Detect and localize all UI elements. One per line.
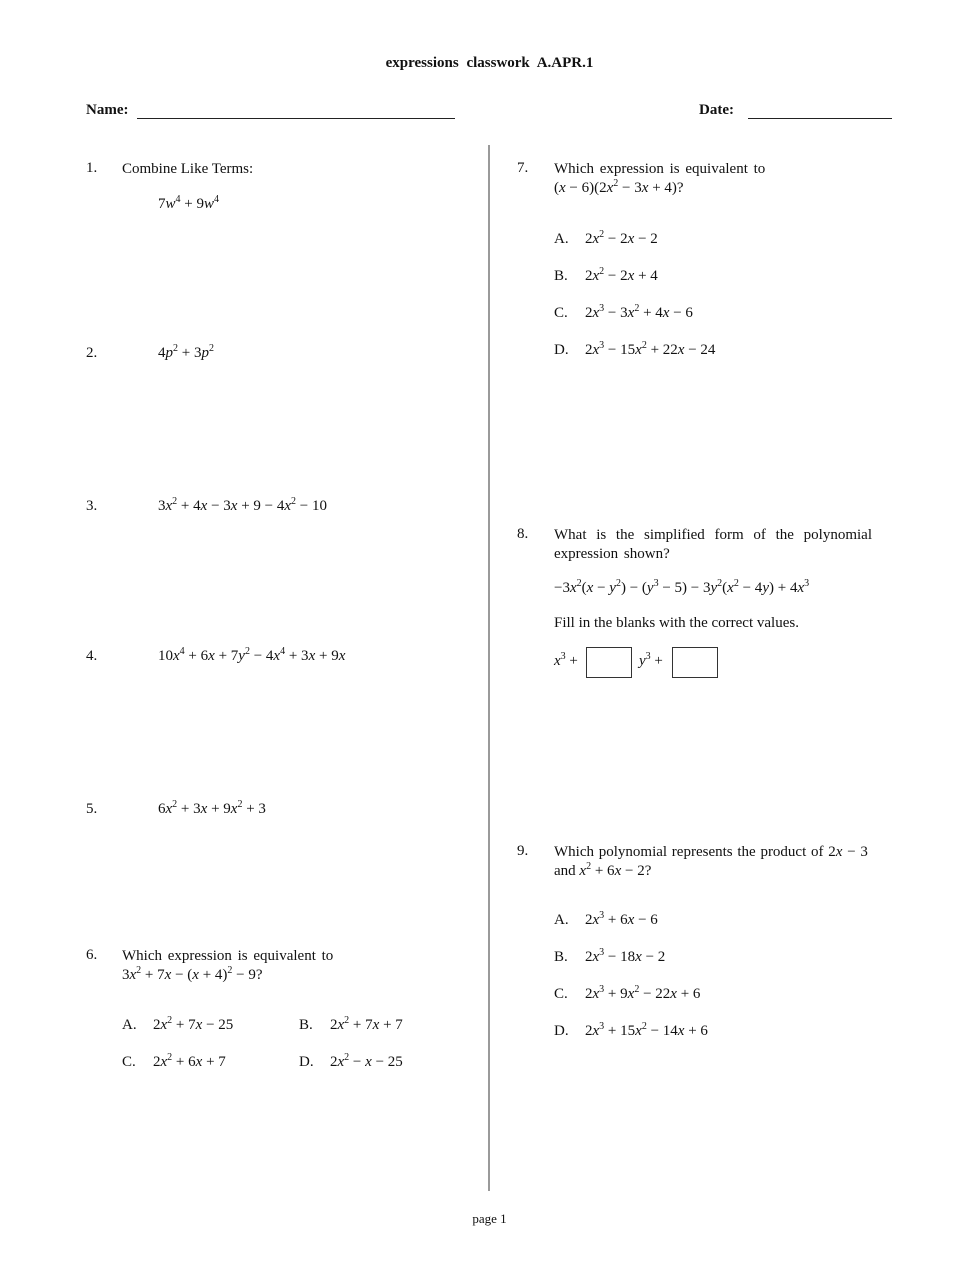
question-4-number: 4. xyxy=(86,648,98,664)
question-1-number: 1. xyxy=(86,160,98,176)
question-8-term-x3: $x^3$ + xyxy=(554,651,578,669)
date-line[interactable] xyxy=(748,118,892,119)
column-divider xyxy=(488,145,490,1191)
choice-text: $2x^3 - 15x^2 + 22x - 24$ xyxy=(585,340,716,358)
question-3-number: 3. xyxy=(86,498,98,514)
question-9-prompt-line-2: and $x^2 + 6x - 2$? xyxy=(554,861,652,879)
question-7-expression: $(x - 6)(2x^2 - 3x + 4)$? xyxy=(554,178,684,196)
name-label: Name: xyxy=(86,102,129,118)
question-8-number: 8. xyxy=(517,526,529,542)
question-2-number: 2. xyxy=(86,345,98,361)
choice-letter: C. xyxy=(554,305,568,321)
question-3-expression: $3x^2 + 4x - 3x + 9 - 4x^2 - 10$ xyxy=(158,496,328,514)
question-9-prompt: Which polynomial represents the product of xyxy=(554,844,824,860)
question-6-number: 6. xyxy=(86,947,98,963)
question-8-blank-2[interactable] xyxy=(672,647,718,678)
question-6-prompt: Which expression is equivalent to xyxy=(122,948,334,964)
choice-letter: B. xyxy=(554,268,568,284)
choice-letter: D. xyxy=(299,1054,314,1070)
question-8-blank-1[interactable] xyxy=(586,647,632,678)
choice-text: $2x^2 + 6x + 7$ xyxy=(153,1052,226,1070)
choice-letter: D. xyxy=(554,342,569,358)
choice-text: $2x^3 + 15x^2 - 14x + 6$ xyxy=(585,1021,708,1039)
question-7-prompt: Which expression is equivalent to xyxy=(554,161,766,177)
question-1-prompt: Combine Like Terms: xyxy=(122,161,254,177)
date-label: Date: xyxy=(699,102,734,118)
question-5-expression: $6x^2 + 3x + 9x^2 + 3$ xyxy=(158,799,266,817)
question-8-expression: $-3x^2(x - y^2) - (y^3 - 5) - 3y^2(x^2 - 4y) + 4x^3$ xyxy=(554,578,810,596)
choice-letter: B. xyxy=(299,1017,313,1033)
question-1-expression: $7w^4 + 9w^4$ xyxy=(158,194,219,212)
page-title: expressions classwork A.APR.1 xyxy=(385,55,594,71)
choice-letter: A. xyxy=(554,231,569,247)
choice-text: $2x^3 - 18x - 2$ xyxy=(585,947,666,965)
question-8-term-y3: $y^3$ + xyxy=(639,651,663,669)
question-9-number: 9. xyxy=(517,843,529,859)
choice-letter: C. xyxy=(122,1054,136,1070)
question-2-expression: $4p^2 + 3p^2$ xyxy=(158,343,214,361)
choice-letter: C. xyxy=(554,986,568,1002)
choice-text: $2x^2 + 7x - 25$ xyxy=(153,1015,234,1033)
page-number: page 1 xyxy=(472,1211,507,1226)
choice-letter: D. xyxy=(554,1023,569,1039)
choice-text: $2x^2 + 7x + 7$ xyxy=(330,1015,403,1033)
choice-letter: B. xyxy=(554,949,568,965)
question-9-and: and xyxy=(554,863,576,879)
choice-text: $2x^2 - 2x - 2$ xyxy=(585,229,658,247)
choice-text: $2x^3 + 9x^2 - 22x + 6$ xyxy=(585,984,701,1002)
question-9-prompt-line: Which polynomial represents the product of 2x − 3 xyxy=(554,844,868,860)
choice-letter: A. xyxy=(554,912,569,928)
choice-letter: A. xyxy=(122,1017,137,1033)
choice-text: $2x^2 - x - 25$ xyxy=(330,1052,403,1070)
question-7-number: 7. xyxy=(517,160,529,176)
choice-text: $2x^3 - 3x^2 + 4x - 6$ xyxy=(585,303,693,321)
question-8-prompt: What is the simplified form of the polynomial expression shown? xyxy=(554,527,872,562)
choice-text: $2x^3 + 6x - 6$ xyxy=(585,910,658,928)
name-line[interactable] xyxy=(137,118,455,119)
question-6-expression: $3x^2 + 7x - (x + 4)^2 - 9$? xyxy=(122,965,263,983)
question-4-expression: $10x^4 + 6x + 7y^2 - 4x^4 + 3x + 9x$ xyxy=(158,646,346,664)
choice-text: $2x^2 - 2x + 4$ xyxy=(585,266,658,284)
question-5-number: 5. xyxy=(86,801,98,817)
question-8-instruction: Fill in the blanks with the correct values. xyxy=(554,615,799,631)
